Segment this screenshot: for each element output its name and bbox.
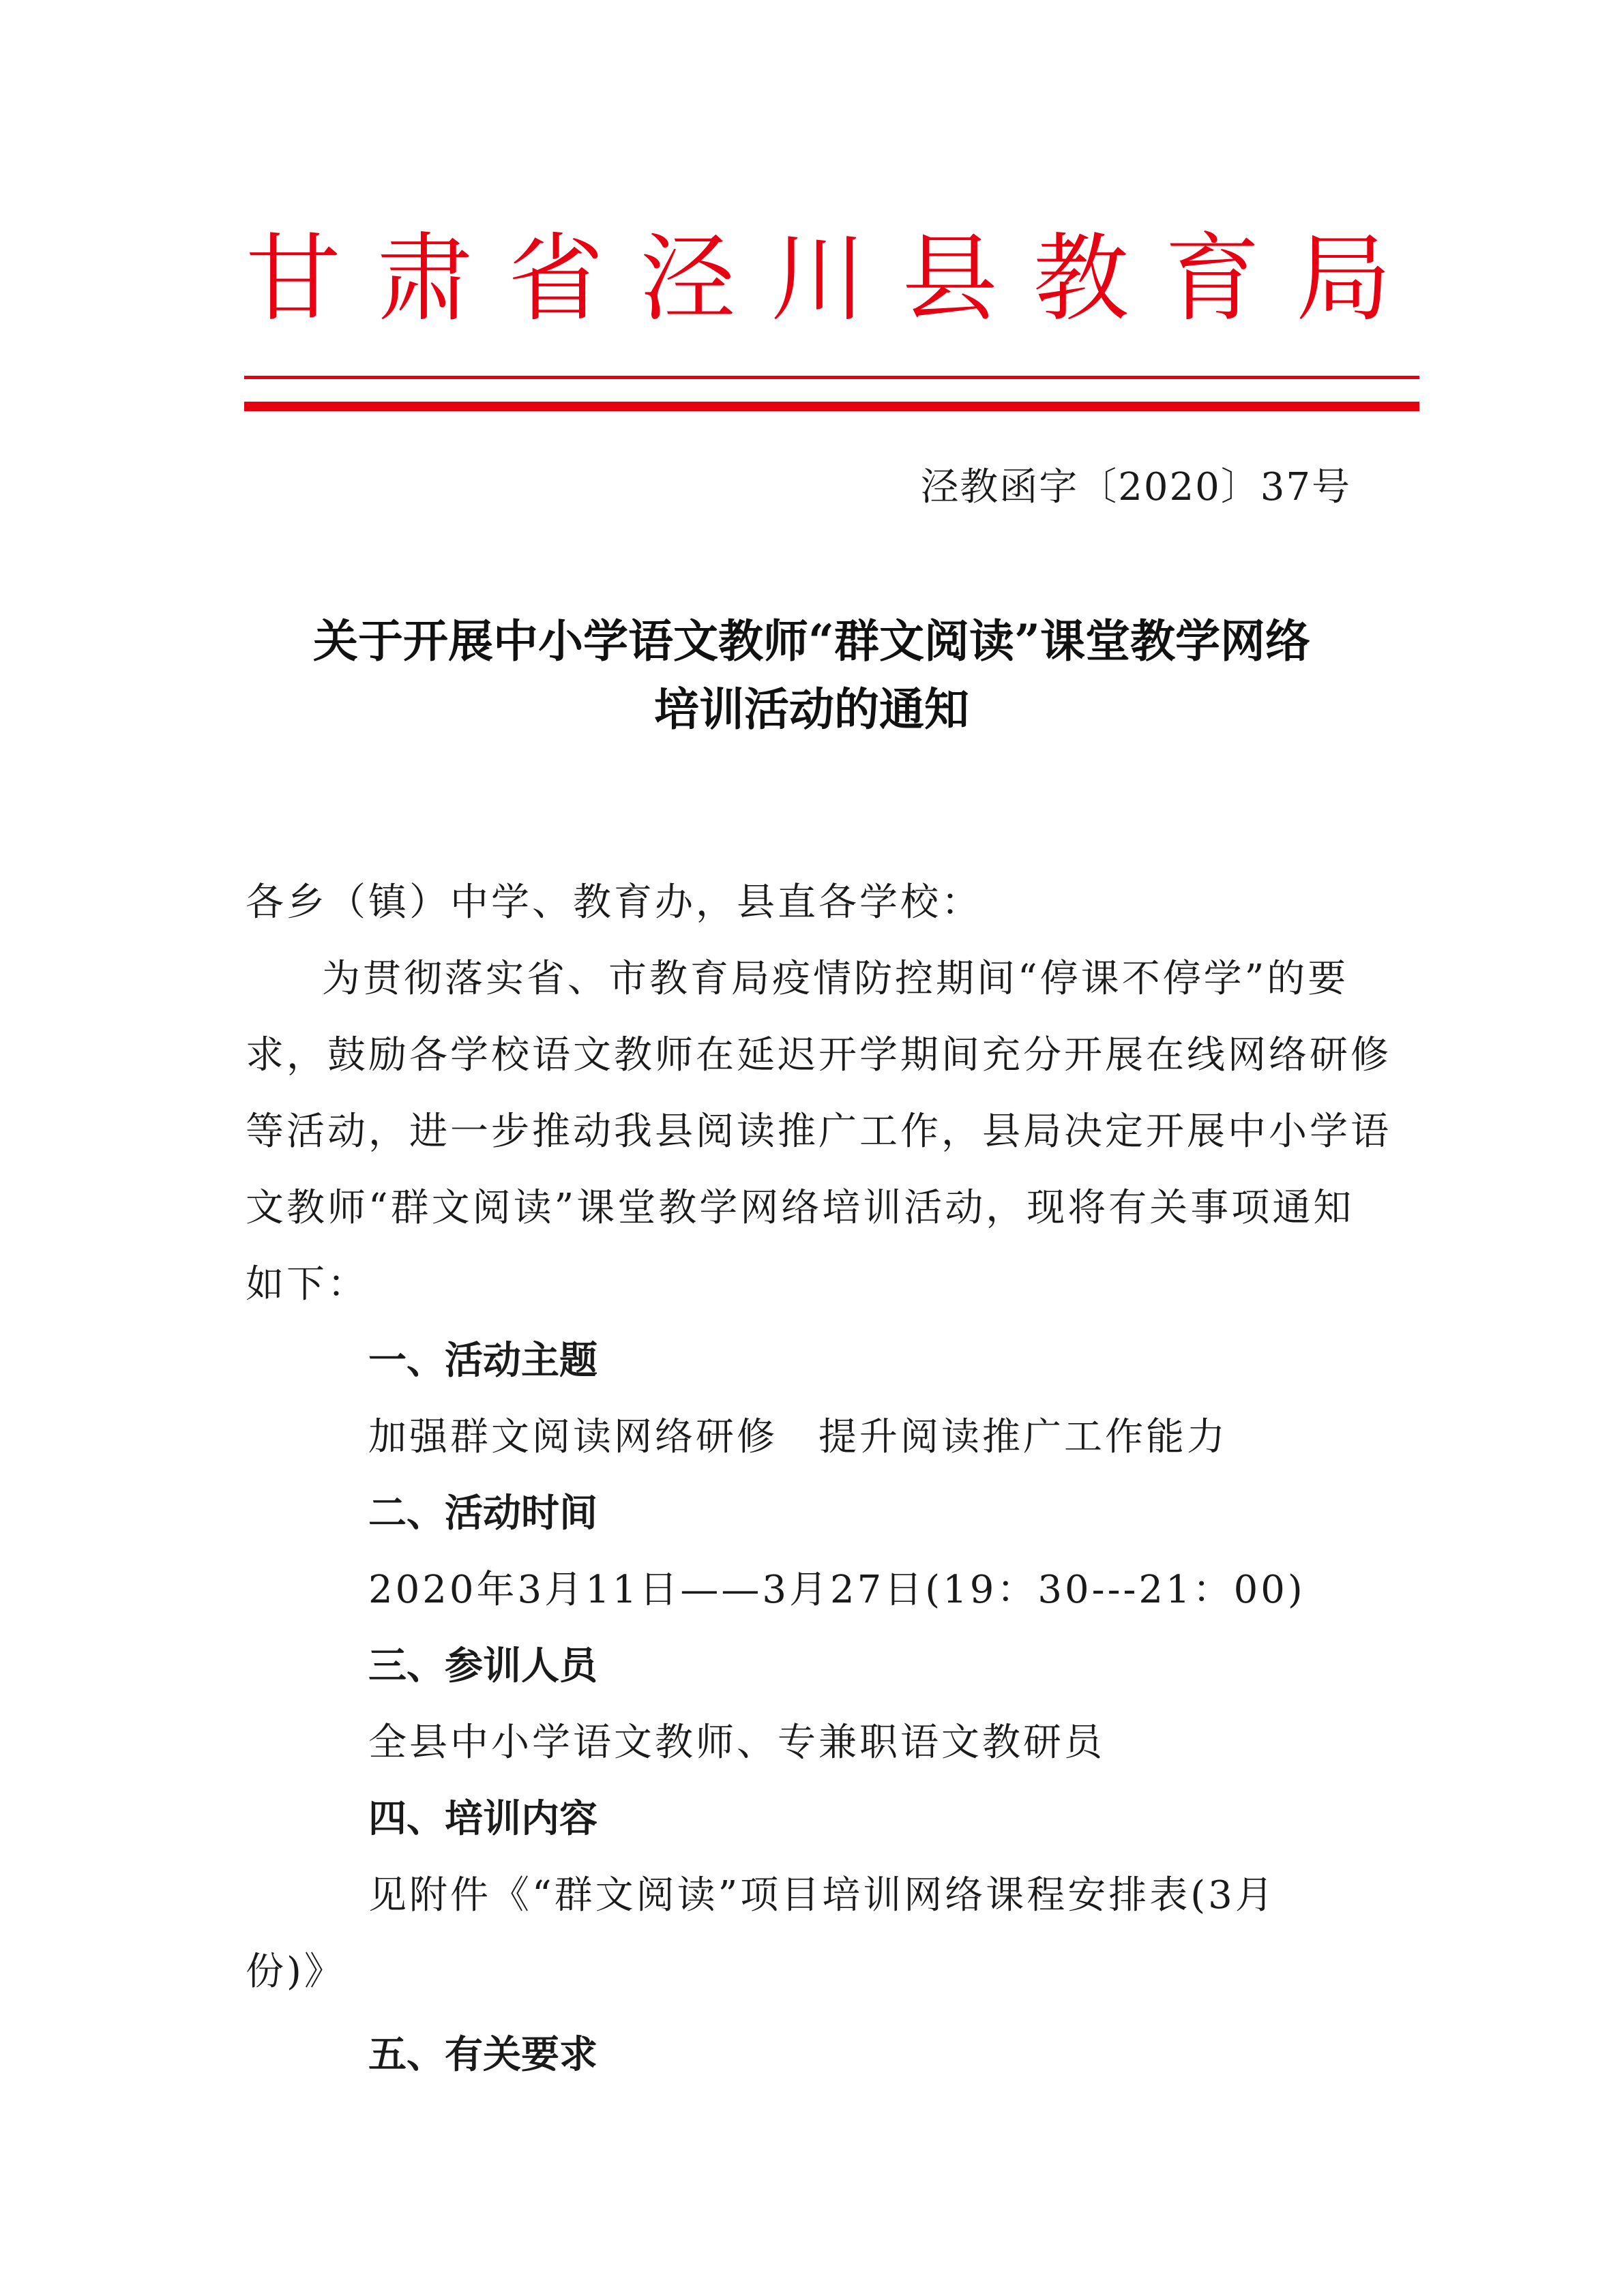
paragraph-line: 求，鼓励各学校语文教师在延迟开学期间充分开展在线网络研修	[246, 1033, 1391, 1077]
section-content-4: 见附件《“群文阅读”项目培训网络课程安排表(3月	[368, 1873, 1276, 1918]
masthead-rule-thin	[244, 376, 1419, 379]
masthead-char: 泾	[639, 224, 735, 335]
masthead-char: 教	[1033, 224, 1129, 335]
section-heading-5: 五、有关要求	[368, 2033, 597, 2077]
section-heading-3: 三、参训人员	[368, 1644, 597, 1688]
paragraph-line: 文教师“群文阅读”课堂教学网络培训活动，现将有关事项通知	[246, 1186, 1355, 1230]
title-line-1: 关于开展中小学语文教师“群文阅读”课堂教学网络	[313, 614, 1310, 668]
masthead-title	[246, 224, 1391, 335]
section-content-2: 2020年3月11日——3月27日(19：30---21：00)	[368, 1568, 1305, 1612]
masthead-char: 省	[507, 224, 604, 335]
masthead-char: 育	[1164, 224, 1260, 335]
paragraph-line: 为贯彻落实省、市教育局疫情防控期间“停课不停学”的要	[322, 957, 1349, 1001]
section-heading-4: 四、培训内容	[368, 1797, 597, 1841]
masthead-char: 肃	[377, 224, 473, 335]
masthead-rule-thick	[244, 402, 1419, 411]
masthead-char: 川	[770, 224, 866, 335]
title-line-2: 培训活动的通知	[654, 683, 969, 736]
intro-paragraph	[246, 941, 1391, 1323]
paragraph-line: 如下：	[246, 1262, 368, 1307]
section-content-4-continued: 份)》	[246, 1950, 345, 1994]
masthead-char: 县	[902, 224, 998, 335]
masthead-char: 局	[1295, 224, 1391, 335]
paragraph-line: 等活动，进一步推动我县阅读推广工作，县局决定开展中小学语	[246, 1109, 1391, 1154]
masthead-char: 甘	[246, 224, 342, 335]
section-heading-2: 二、活动时间	[368, 1491, 597, 1536]
salutation: 各乡（镇）中学、教育办，县直各学校：	[246, 880, 982, 925]
document-number: 泾教函字〔2020〕37号	[920, 465, 1351, 509]
section-content-1: 加强群文阅读网络研修 提升阅读推广工作能力	[368, 1415, 1228, 1459]
document-title	[246, 607, 1378, 743]
section-content-3: 全县中小学语文教师、专兼职语文教研员	[368, 1720, 1105, 1765]
section-heading-1: 一、活动主题	[368, 1339, 597, 1383]
